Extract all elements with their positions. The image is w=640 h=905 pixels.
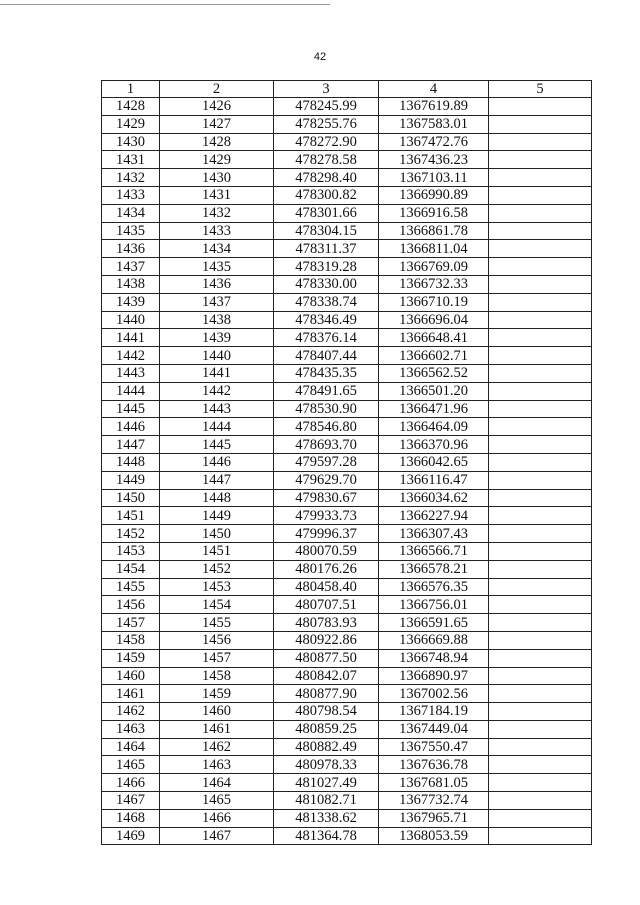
table-cell: 1366732.33 [379,275,489,293]
table-cell [489,649,592,667]
table-cell: 478300.82 [274,186,379,204]
column-header: 5 [489,81,592,98]
table-cell [489,240,592,258]
table-cell [489,489,592,507]
table-row [102,560,592,578]
table-row [102,809,592,827]
table-cell: 1462 [102,703,160,721]
table-cell: 1366034.62 [379,489,489,507]
table-cell: 1366471.96 [379,400,489,418]
table-row [102,827,592,845]
table-cell: 478319.28 [274,258,379,276]
table-cell: 1441 [102,329,160,347]
table-cell: 479933.73 [274,507,379,525]
table-cell [489,471,592,489]
table-row [102,151,592,169]
table-cell: 1445 [102,400,160,418]
table-cell: 1469 [102,827,160,845]
table-row [102,542,592,560]
table-cell: 1436 [102,240,160,258]
table-cell: 1367619.89 [379,98,489,116]
table-cell: 478346.49 [274,311,379,329]
table-cell: 1440 [160,347,274,365]
table-row [102,703,592,721]
table-row [102,631,592,649]
table-cell [489,436,592,454]
table-cell: 1367449.04 [379,720,489,738]
table-cell: 1460 [102,667,160,685]
table-cell: 478298.40 [274,169,379,187]
table-cell: 480458.40 [274,578,379,596]
table-cell: 1444 [160,418,274,436]
table-cell: 1461 [160,720,274,738]
table-cell: 480877.90 [274,685,379,703]
table-cell: 480882.49 [274,738,379,756]
table-cell: 1443 [102,364,160,382]
table-cell: 478304.15 [274,222,379,240]
table-cell [489,400,592,418]
table-cell [489,275,592,293]
table-cell: 1452 [102,525,160,543]
table-cell: 1428 [160,133,274,151]
table-row [102,400,592,418]
table-cell: 1429 [102,115,160,133]
table-cell: 1366591.65 [379,614,489,632]
table-row [102,418,592,436]
table-cell [489,738,592,756]
table-cell: 1459 [160,685,274,703]
table-row [102,382,592,400]
table-cell: 1427 [160,115,274,133]
table-row [102,738,592,756]
table-row [102,525,592,543]
table-cell: 480922.86 [274,631,379,649]
table-cell: 480783.93 [274,614,379,632]
table-cell: 1468 [102,809,160,827]
table-cell: 481338.62 [274,809,379,827]
table-cell: 1367436.23 [379,151,489,169]
table-cell [489,186,592,204]
table-cell: 478338.74 [274,293,379,311]
table-row [102,489,592,507]
table-cell: 1367583.01 [379,115,489,133]
table-cell: 1462 [160,738,274,756]
table-cell: 1451 [102,507,160,525]
table-cell: 1366562.52 [379,364,489,382]
table-cell [489,720,592,738]
table-cell: 1455 [160,614,274,632]
column-header: 2 [160,81,274,98]
table-cell: 1366916.58 [379,204,489,222]
table-cell: 1366370.96 [379,436,489,454]
table-cell: 1453 [160,578,274,596]
table-cell [489,596,592,614]
table-cell: 1454 [160,596,274,614]
table-cell: 1366116.47 [379,471,489,489]
table-cell: 1428 [102,98,160,116]
table-cell: 478693.70 [274,436,379,454]
table-cell: 1368053.59 [379,827,489,845]
table-cell [489,703,592,721]
table-cell [489,756,592,774]
table-cell [489,685,592,703]
table-cell: 1464 [102,738,160,756]
table-cell: 1367965.71 [379,809,489,827]
table-header-row [102,81,592,98]
table-cell: 478278.58 [274,151,379,169]
table-cell: 1430 [160,169,274,187]
table-cell: 1441 [160,364,274,382]
table-cell: 1455 [102,578,160,596]
table-cell: 480070.59 [274,542,379,560]
table-cell: 1467 [160,827,274,845]
table-cell: 1429 [160,151,274,169]
table-cell [489,258,592,276]
table-cell: 1367472.76 [379,133,489,151]
table-cell [489,418,592,436]
table-cell: 1366602.71 [379,347,489,365]
table-row [102,222,592,240]
table-row [102,329,592,347]
table-cell: 1458 [160,667,274,685]
top-scan-rule [0,4,330,5]
table-row [102,774,592,792]
table-cell: 478311.37 [274,240,379,258]
table-row [102,347,592,365]
table-cell: 1436 [160,275,274,293]
table-cell: 1449 [102,471,160,489]
table-cell: 1366307.43 [379,525,489,543]
table-cell [489,507,592,525]
table-cell: 1366227.94 [379,507,489,525]
column-header: 1 [102,81,160,98]
table-cell: 478330.00 [274,275,379,293]
table-cell [489,364,592,382]
table-cell [489,792,592,810]
table-cell: 1460 [160,703,274,721]
table-cell: 1366748.94 [379,649,489,667]
table-cell: 1366811.04 [379,240,489,258]
table-cell: 1438 [102,275,160,293]
table-cell [489,525,592,543]
table-cell: 1448 [160,489,274,507]
table-cell: 1451 [160,542,274,560]
table-cell: 478530.90 [274,400,379,418]
table-cell: 1466 [160,809,274,827]
table-cell: 1463 [160,756,274,774]
table-cell: 1465 [102,756,160,774]
table-cell: 1447 [160,471,274,489]
table-cell: 1453 [102,542,160,560]
table-cell: 1440 [102,311,160,329]
table-cell: 1450 [102,489,160,507]
table-cell: 1449 [160,507,274,525]
table-cell: 479996.37 [274,525,379,543]
table-cell: 1452 [160,560,274,578]
table-cell: 480176.26 [274,560,379,578]
column-header: 4 [379,81,489,98]
table-cell: 481364.78 [274,827,379,845]
table-row [102,649,592,667]
table-cell [489,542,592,560]
table-row [102,240,592,258]
table-row [102,293,592,311]
table-cell: 1366669.88 [379,631,489,649]
table-cell [489,329,592,347]
table-cell [489,347,592,365]
table-cell [489,578,592,596]
table-cell: 480877.50 [274,649,379,667]
table-cell: 1366756.01 [379,596,489,614]
table-row [102,667,592,685]
table-cell: 1367681.05 [379,774,489,792]
table-cell: 1456 [160,631,274,649]
table-cell [489,382,592,400]
table-cell: 1366990.89 [379,186,489,204]
table-cell: 481082.71 [274,792,379,810]
table-cell: 1439 [102,293,160,311]
table-cell: 1439 [160,329,274,347]
table-row [102,186,592,204]
table-cell: 478491.65 [274,382,379,400]
table-cell: 479830.67 [274,489,379,507]
table-cell: 478435.35 [274,364,379,382]
table-cell: 1442 [160,382,274,400]
table-row [102,720,592,738]
table-cell [489,809,592,827]
table-cell: 1466 [102,774,160,792]
table-cell: 480707.51 [274,596,379,614]
table-row [102,115,592,133]
table-cell [489,453,592,471]
table-cell [489,222,592,240]
table-cell: 1367184.19 [379,703,489,721]
table-cell: 1446 [102,418,160,436]
table-cell: 1442 [102,347,160,365]
table-row [102,204,592,222]
table-cell: 480798.54 [274,703,379,721]
table-row [102,578,592,596]
table-cell: 1366464.09 [379,418,489,436]
table-cell: 1456 [102,596,160,614]
table-cell: 1461 [102,685,160,703]
table-cell [489,115,592,133]
table-cell: 1458 [102,631,160,649]
table-cell: 1447 [102,436,160,454]
table-body [102,98,592,845]
table-cell: 1438 [160,311,274,329]
table-cell [489,293,592,311]
table-row [102,275,592,293]
table-cell [489,774,592,792]
table-cell: 1454 [102,560,160,578]
table-cell: 1366576.35 [379,578,489,596]
table-cell: 479629.70 [274,471,379,489]
table-cell: 1459 [102,649,160,667]
table-cell [489,169,592,187]
table-cell [489,667,592,685]
table-cell [489,614,592,632]
table-cell: 1448 [102,453,160,471]
table-row [102,685,592,703]
table-row [102,133,592,151]
table-cell: 1431 [160,186,274,204]
table-row [102,507,592,525]
table-row [102,258,592,276]
table-cell: 1464 [160,774,274,792]
table-cell: 1366578.21 [379,560,489,578]
table-cell: 1366566.71 [379,542,489,560]
table-row [102,471,592,489]
table-cell: 480978.33 [274,756,379,774]
table-cell: 1367550.47 [379,738,489,756]
table-cell: 478245.99 [274,98,379,116]
table-cell: 1366042.65 [379,453,489,471]
table-cell: 479597.28 [274,453,379,471]
table-cell: 1430 [102,133,160,151]
table-cell: 1434 [160,240,274,258]
table-cell [489,560,592,578]
table-cell: 478546.80 [274,418,379,436]
table-cell: 1367636.78 [379,756,489,774]
table-cell: 1366890.97 [379,667,489,685]
table-cell: 1437 [102,258,160,276]
table-cell: 478255.76 [274,115,379,133]
table-cell: 1367732.74 [379,792,489,810]
table-cell: 1432 [102,169,160,187]
table-row [102,98,592,116]
table-cell: 1457 [102,614,160,632]
page-number: 42 [313,51,327,63]
table-cell: 1437 [160,293,274,311]
table-cell: 1366696.04 [379,311,489,329]
table-cell: 481027.49 [274,774,379,792]
table-cell: 1463 [102,720,160,738]
table-cell [489,204,592,222]
table-cell [489,631,592,649]
table-cell: 1446 [160,453,274,471]
table-cell: 1467 [102,792,160,810]
table-cell: 1433 [160,222,274,240]
table-cell: 1366648.41 [379,329,489,347]
table-cell: 1444 [102,382,160,400]
table-cell: 478301.66 [274,204,379,222]
table-cell [489,311,592,329]
table-cell [489,98,592,116]
coordinates-table [101,80,592,845]
table-cell: 1366769.09 [379,258,489,276]
table-row [102,311,592,329]
table-cell: 1443 [160,400,274,418]
table-cell [489,827,592,845]
table-row [102,614,592,632]
table-row [102,756,592,774]
table-cell: 1450 [160,525,274,543]
table-cell: 478376.14 [274,329,379,347]
table-row [102,792,592,810]
table-cell: 1426 [160,98,274,116]
table-cell: 1367002.56 [379,685,489,703]
table-cell: 1432 [160,204,274,222]
table-cell: 1457 [160,649,274,667]
table-cell: 1433 [102,186,160,204]
table-cell: 1366861.78 [379,222,489,240]
table-row [102,596,592,614]
table-cell: 1431 [102,151,160,169]
table-cell: 480859.25 [274,720,379,738]
table-row [102,364,592,382]
table-cell [489,151,592,169]
table-row [102,169,592,187]
table-cell: 478272.90 [274,133,379,151]
table-cell: 1435 [102,222,160,240]
table-cell: 1465 [160,792,274,810]
table-cell: 1445 [160,436,274,454]
table-cell: 478407.44 [274,347,379,365]
column-header: 3 [274,81,379,98]
table-row [102,436,592,454]
table-cell: 1366501.20 [379,382,489,400]
table-cell [489,133,592,151]
table-cell: 1366710.19 [379,293,489,311]
table-row [102,453,592,471]
table-cell: 1367103.11 [379,169,489,187]
table-cell: 1435 [160,258,274,276]
table-cell: 480842.07 [274,667,379,685]
table-cell: 1434 [102,204,160,222]
